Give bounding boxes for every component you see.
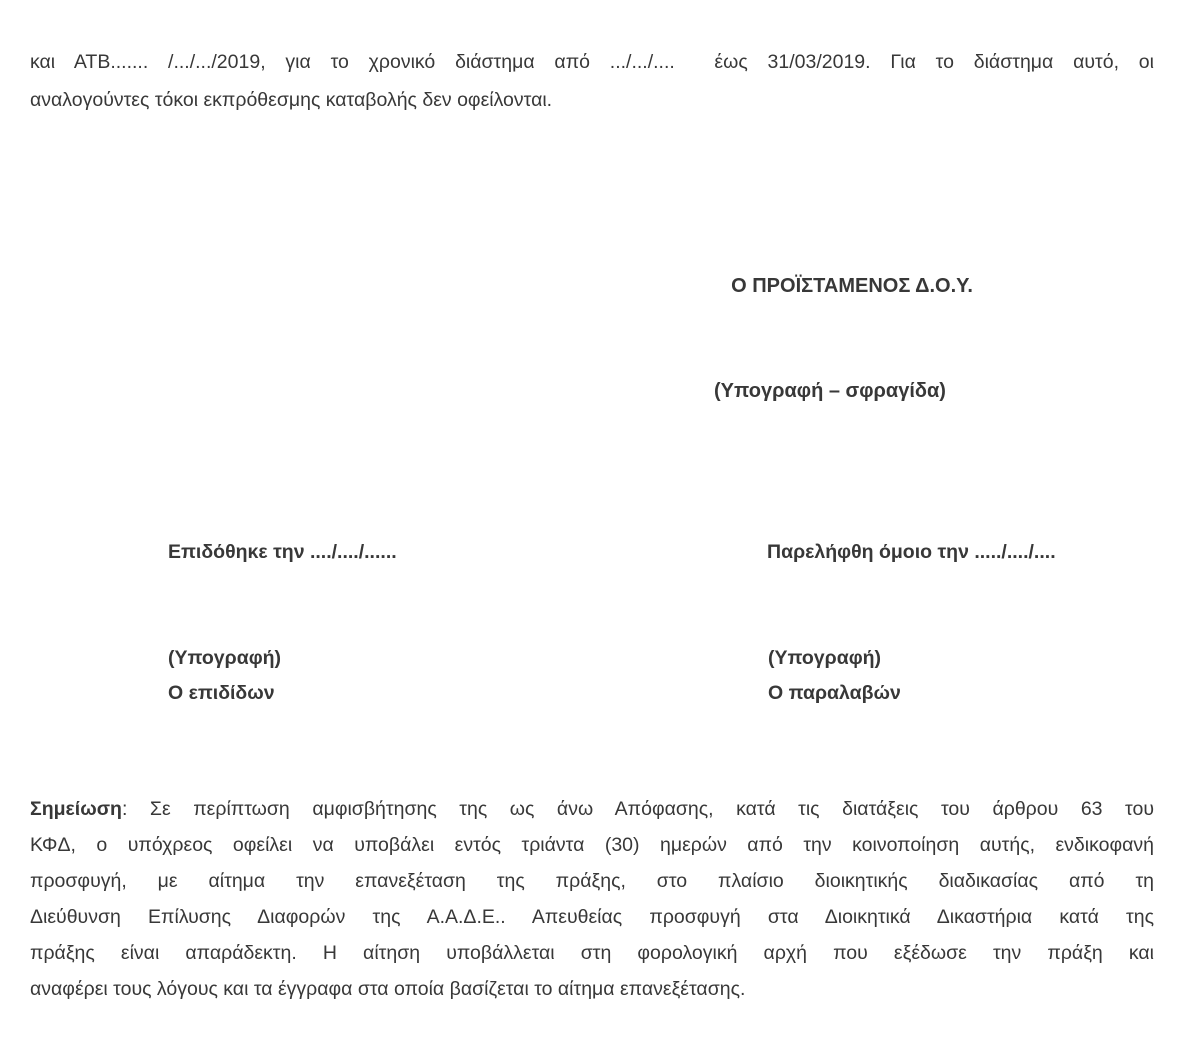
receiver-signature-label: (Υπογραφή): [768, 647, 882, 669]
note-paragraph: [30, 791, 1154, 1007]
server-role-label: Ο επιδίδων: [168, 682, 275, 704]
receiver-signature-block: [768, 641, 901, 711]
intro-line-1: και ΑΤΒ....... /.../.../2019, για το χρονικό διάστημα από .../.../.... έως 31/03/2019. Για το διάστημα αυτό, οι: [30, 51, 1154, 73]
note-label: Σημείωση: [30, 798, 122, 820]
server-signature-block: [168, 641, 281, 711]
receiver-role-label: Ο παραλαβών: [768, 682, 901, 704]
note-line-3: προσφυγή, με αίτημα την επανεξέταση της πράξης, στο πλαίσιο διοικητικής διαδικασίας από τη: [30, 870, 1154, 892]
note-line-6: αναφέρει τους λόγους και τα έγγραφα στα οποία βασίζεται το αίτημα επανεξέτασης.: [30, 978, 746, 1000]
note-line-2: ΚΦΔ, ο υπόχρεος οφείλει να υποβάλει εντός τριάντα (30) ημερών από την κοινοποίηση αυτής, ενδικοφανή: [30, 834, 1154, 856]
server-signature-label: (Υπογραφή): [168, 647, 282, 669]
note-line-5: πράξης είναι απαράδεκτη. Η αίτηση υποβάλλεται στη φορολογική αρχή που εξέδωσε την πράξη και: [30, 942, 1154, 964]
intro-line-2: αναλογούντες τόκοι εκπρόθεσμης καταβολής δεν οφείλονται.: [30, 89, 553, 111]
note-line-1-text: : Σε περίπτωση αμφισβήτησης της ως άνω Απόφασης, κατά τις διατάξεις του άρθρου 63 του: [121, 798, 1154, 820]
intro-paragraph: [30, 43, 1154, 119]
received-date-label: Παρελήφθη όμοιο την ...../..../....: [767, 541, 1056, 563]
note-line-1: [30, 791, 1154, 827]
note-line-4: Διεύθυνση Επίλυσης Διαφορών της Α.Α.Δ.Ε.. Απευθείας προσφυγή στα Διοικητικά Δικαστήρια κατά της: [30, 906, 1154, 928]
signatory-title: Ο ΠΡΟΪΣΤΑΜΕΝΟΣ Δ.Ο.Υ.: [731, 275, 973, 297]
served-date-label: Επιδόθηκε την ..../..../......: [168, 541, 397, 563]
signature-stamp-note: (Υπογραφή – σφραγίδα): [714, 380, 946, 402]
